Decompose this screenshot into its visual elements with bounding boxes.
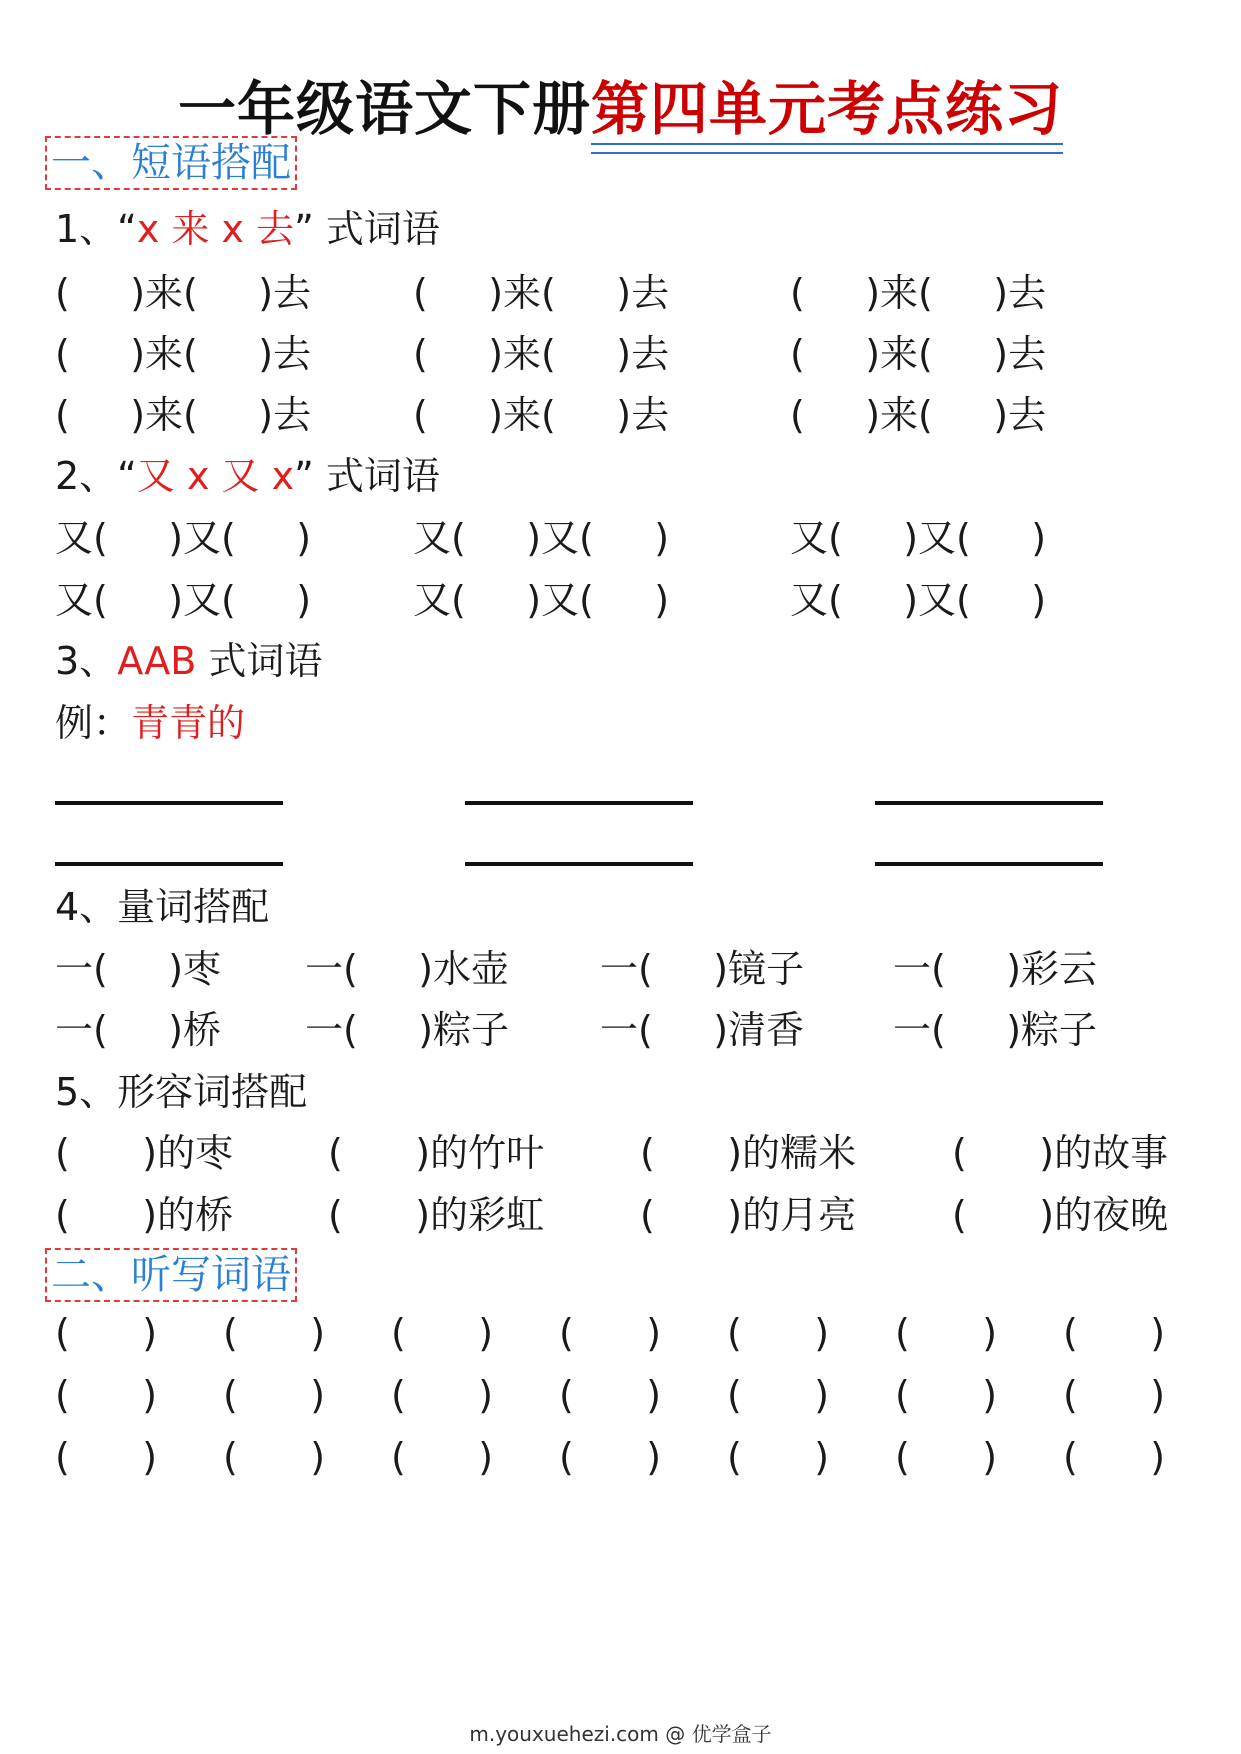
dictation-cell[interactable]: ( ): [391, 1373, 494, 1417]
q1-fill-cell[interactable]: ( )来( )去: [55, 393, 312, 437]
question-4-heading: 4、量词搭配: [55, 885, 270, 929]
q4-row: [55, 999, 1205, 1052]
q1-fill-cell[interactable]: ( )来( )去: [413, 393, 670, 437]
measure-word-cell[interactable]: 一( )镜子: [600, 947, 805, 991]
q1-fill-cell[interactable]: ( )来( )去: [790, 393, 1047, 437]
q2-fill-cell[interactable]: 又( )又( ): [790, 516, 1047, 560]
measure-word-cell[interactable]: 一( )枣: [55, 947, 222, 991]
dictation-cell[interactable]: ( ): [727, 1311, 830, 1355]
footer-watermark: m.youxuehezi.com @ 优学盒子: [469, 1722, 772, 1746]
dictation-cell[interactable]: ( ): [223, 1373, 326, 1417]
adjective-cell[interactable]: ( )的枣: [55, 1131, 234, 1175]
dictation-cell[interactable]: ( ): [559, 1373, 662, 1417]
answer-blank-line[interactable]: [465, 801, 693, 805]
dictation-cell[interactable]: ( ): [223, 1311, 326, 1355]
question-2-heading: [55, 445, 440, 500]
question-5-heading: 5、形容词搭配: [55, 1070, 308, 1114]
dictation-cell[interactable]: ( ): [895, 1311, 998, 1355]
example-value: 青青的: [131, 701, 246, 745]
answer-blank-line[interactable]: [55, 801, 283, 805]
dictation-cell[interactable]: ( ): [223, 1435, 326, 1479]
q4-row: [55, 938, 1205, 991]
dictation-cell[interactable]: ( ): [55, 1311, 158, 1355]
dictation-row: [55, 1435, 1205, 1485]
dictation-row: [55, 1311, 1205, 1361]
question-1-prefix: 1、“: [55, 207, 137, 251]
q2-fill-cell[interactable]: 又( )又( ): [790, 578, 1047, 622]
adjective-cell[interactable]: ( )的竹叶: [328, 1131, 545, 1175]
q2-row: [55, 569, 1205, 622]
example-label: 例：: [55, 701, 132, 745]
q1-row: [55, 384, 1205, 437]
dictation-cell[interactable]: ( ): [727, 1373, 830, 1417]
page-title: [0, 62, 1241, 146]
q1-row: [55, 323, 1205, 376]
dictation-cell[interactable]: ( ): [391, 1311, 494, 1355]
adjective-cell[interactable]: ( )的桥: [55, 1193, 234, 1237]
adjective-cell[interactable]: ( )的月亮: [640, 1193, 857, 1237]
dictation-cell[interactable]: ( ): [55, 1435, 158, 1479]
measure-word-cell[interactable]: 一( )桥: [55, 1008, 222, 1052]
question-3-example: [55, 692, 245, 747]
dictation-cell[interactable]: ( ): [559, 1311, 662, 1355]
q1-fill-cell[interactable]: ( )来( )去: [55, 332, 312, 376]
question-1-heading: [55, 198, 440, 253]
q2-fill-cell[interactable]: 又( )又( ): [55, 578, 312, 622]
dictation-cell[interactable]: ( ): [1063, 1311, 1166, 1355]
dictation-row: [55, 1373, 1205, 1423]
question-3-heading: [55, 630, 322, 685]
dictation-cell[interactable]: ( ): [1063, 1373, 1166, 1417]
measure-word-cell[interactable]: 一( )清香: [600, 1008, 805, 1052]
question-2-pattern: 又 x 又 x: [136, 454, 295, 498]
q1-fill-cell[interactable]: ( )来( )去: [790, 271, 1047, 315]
q1-fill-cell[interactable]: ( )来( )去: [413, 332, 670, 376]
dictation-cell[interactable]: ( ): [727, 1435, 830, 1479]
dictation-cell[interactable]: ( ): [895, 1373, 998, 1417]
q1-fill-cell[interactable]: ( )来( )去: [55, 271, 312, 315]
q5-row: [55, 1122, 1205, 1175]
measure-word-cell[interactable]: 一( )粽子: [305, 1008, 510, 1052]
section-heading-phrases: 一、短语搭配: [45, 136, 297, 190]
measure-word-cell[interactable]: 一( )粽子: [893, 1008, 1098, 1052]
title-part-black: 一年级语文下册: [177, 75, 591, 143]
dictation-cell[interactable]: ( ): [391, 1435, 494, 1479]
question-2-prefix: 2、“: [55, 454, 137, 498]
answer-blank-line[interactable]: [465, 862, 693, 866]
adjective-cell[interactable]: ( )的彩虹: [328, 1193, 545, 1237]
adjective-cell[interactable]: ( )的夜晚: [952, 1193, 1169, 1237]
dictation-cell[interactable]: ( ): [55, 1373, 158, 1417]
q2-fill-cell[interactable]: 又( )又( ): [413, 516, 670, 560]
dictation-cell[interactable]: ( ): [895, 1435, 998, 1479]
question-1-suffix: ” 式词语: [294, 207, 440, 251]
q2-fill-cell[interactable]: 又( )又( ): [55, 516, 312, 560]
question-3-pattern: AAB: [117, 639, 197, 683]
q1-row: [55, 262, 1205, 315]
title-part-red: 第四单元考点练习: [591, 62, 1063, 146]
adjective-cell[interactable]: ( )的糯米: [640, 1131, 857, 1175]
q5-row: [55, 1184, 1205, 1237]
q2-row: [55, 507, 1205, 560]
dictation-cell[interactable]: ( ): [1063, 1435, 1166, 1479]
answer-blank-line[interactable]: [875, 801, 1103, 805]
measure-word-cell[interactable]: 一( )彩云: [893, 947, 1098, 991]
measure-word-cell[interactable]: 一( )水壶: [305, 947, 510, 991]
section-heading-dictation: 二、听写词语: [45, 1248, 297, 1302]
q1-fill-cell[interactable]: ( )来( )去: [413, 271, 670, 315]
adjective-cell[interactable]: ( )的故事: [952, 1131, 1169, 1175]
q2-fill-cell[interactable]: 又( )又( ): [413, 578, 670, 622]
question-2-suffix: ” 式词语: [294, 454, 440, 498]
q1-fill-cell[interactable]: ( )来( )去: [790, 332, 1047, 376]
dictation-cell[interactable]: ( ): [559, 1435, 662, 1479]
answer-blank-line[interactable]: [875, 862, 1103, 866]
question-3-suffix: 式词语: [196, 639, 323, 683]
question-3-prefix: 3、: [55, 639, 118, 683]
answer-blank-line[interactable]: [55, 862, 283, 866]
question-1-pattern: x 来 x 去: [136, 207, 295, 251]
